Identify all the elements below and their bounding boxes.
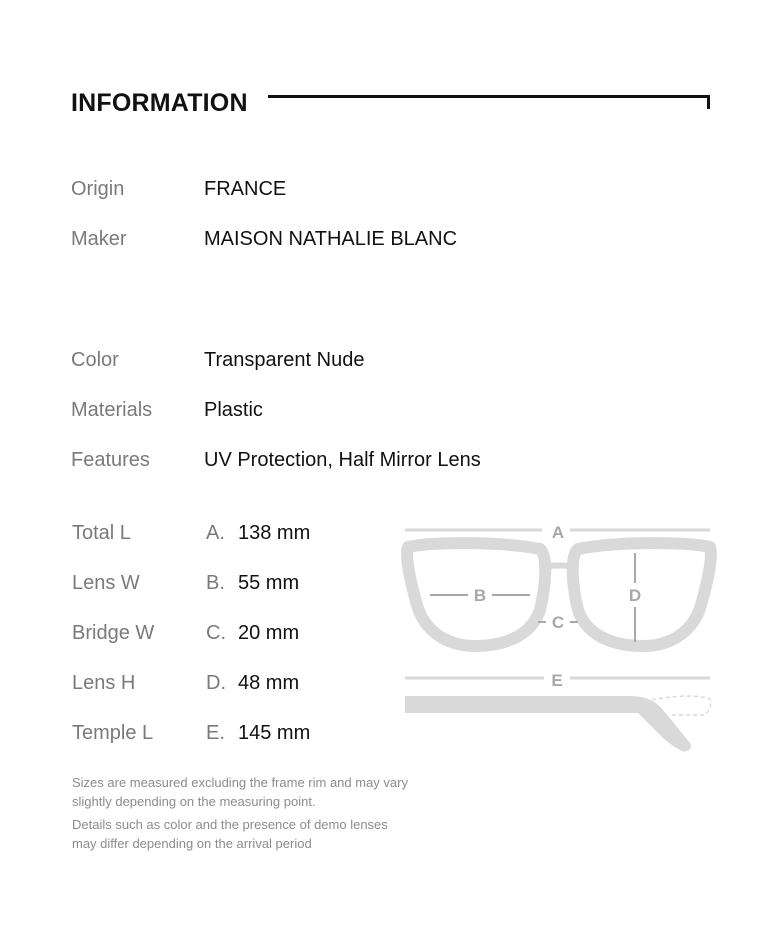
info-label: Materials [71,399,153,421]
info-label: Color [71,349,119,371]
info-value: FRANCE [204,178,287,200]
arrival-disclaimer-note: Details such as color and the presence of demo lenses may differ depending on the arrival period [72,817,388,851]
size-value: 20 mm [238,622,300,644]
title-rule-tick [707,95,710,109]
diagram-label-c: C [551,613,565,632]
size-letter: D. [206,672,226,694]
size-label: Lens H [72,672,136,694]
size-disclaimer-note: Sizes are measured excluding the frame rim and may vary slightly depending on the measuring point. [72,775,408,809]
size-letter: A. [206,522,225,544]
size-label: Total L [72,522,131,544]
info-label: Features [71,449,150,471]
info-value: Transparent Nude [204,349,365,371]
size-value: 48 mm [238,672,300,694]
size-letter: E. [206,722,225,744]
section-title: INFORMATION [71,89,248,117]
info-value: UV Protection, Half Mirror Lens [204,449,481,471]
diagram-label-d: D [628,586,642,605]
size-value: 55 mm [238,572,300,594]
size-label: Bridge W [72,622,155,644]
diagram-label-e: E [551,671,563,690]
size-label: Temple L [72,722,154,744]
size-value: 138 mm [238,522,311,544]
info-value: Plastic [204,399,263,421]
info-value: MAISON NATHALIE BLANC [204,228,458,250]
glasses-measurement-diagram [400,515,720,765]
size-letter: C. [206,622,226,644]
diagram-label-a: A [551,523,565,542]
diagram-label-b: B [473,586,487,605]
title-rule [268,95,710,98]
info-label: Maker [71,228,127,250]
size-label: Lens W [72,572,140,594]
size-letter: B. [206,572,225,594]
glasses-temple-arm [405,696,711,751]
size-value: 145 mm [238,722,311,744]
info-label: Origin [71,178,125,200]
